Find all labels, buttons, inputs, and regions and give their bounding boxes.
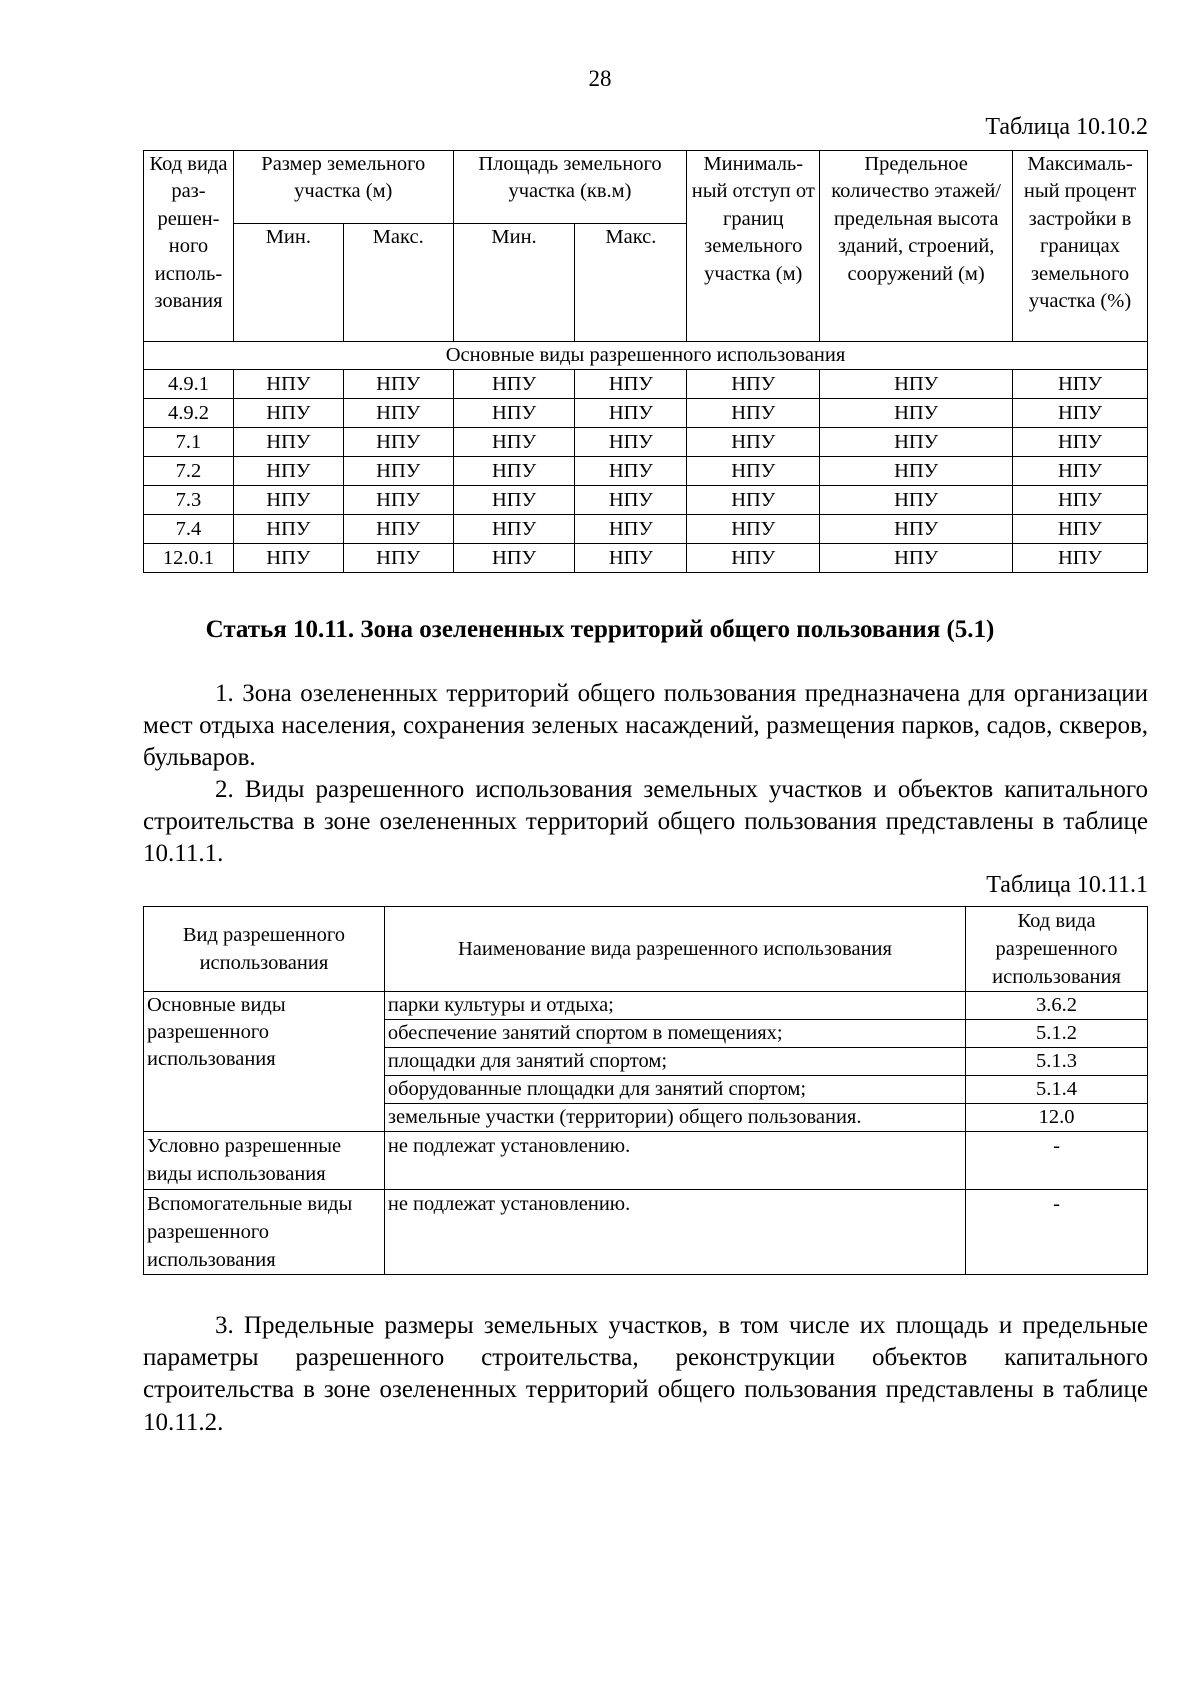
row-value: НПУ [575,486,687,515]
header-code: Код вида разрешенного использования [966,907,1148,992]
row-value: НПУ [453,457,575,486]
row-value: НПУ [233,428,343,457]
use-name: земельные участки (территории) общего пользования. [384,1104,965,1132]
article-title: Статья 10.11. Зона озелененных территорий общего пользования (5.1) [205,616,995,643]
row-value: НПУ [233,486,343,515]
header-floors: Предельное количество этажей/ предельная высота зданий, строений, сооружений (м) [820,151,1013,342]
paragraph-1: 1. Зона озелененных территорий общего пользования предназначена для организации мест отдыха населения, сохранения зеленых насаждений, размещения парков, садов, скверов, бульваров. [143,680,1148,772]
header-kind: Вид разрешенного использования [144,907,385,992]
row-value: НПУ [1013,457,1148,486]
header-size-max: Макс. [343,224,453,342]
header-area-min: Мин. [453,224,575,342]
use-code: 3.6.2 [966,992,1148,1020]
table-row [144,428,1148,457]
row-value: НПУ [1013,486,1148,515]
row-value: НПУ [233,457,343,486]
row-value: НПУ [820,486,1013,515]
row-value: НПУ [575,428,687,457]
table-row [144,486,1148,515]
header-percent: Максималь- ный процент застройки в границах земельного участка (%) [1013,151,1148,342]
table-row [144,457,1148,486]
header-name: Наименование вида разрешенного использования [384,907,965,992]
row-value: НПУ [575,515,687,544]
row-value: НПУ [343,544,453,573]
row-value: НПУ [687,486,820,515]
main-uses-label: Основные виды разрешенного использования [144,992,385,1132]
use-name: оборудованные площадки для занятий спортом; [384,1076,965,1104]
row-value: НПУ [575,399,687,428]
table-row [144,515,1148,544]
row-value: НПУ [233,544,343,573]
row-value: НПУ [687,370,820,399]
row-value: НПУ [343,428,453,457]
row-code: 4.9.2 [144,399,234,428]
row-value: НПУ [687,428,820,457]
row-value: НПУ [820,515,1013,544]
row-value: НПУ [453,399,575,428]
conditional-uses-name: не подлежат установлению. [384,1132,965,1190]
row-value: НПУ [820,457,1013,486]
use-code: 5.1.3 [966,1048,1148,1076]
row-value: НПУ [820,399,1013,428]
row-code: 7.2 [144,457,234,486]
row-value: НПУ [1013,515,1148,544]
row-code: 7.4 [144,515,234,544]
row-value: НПУ [820,544,1013,573]
row-value: НПУ [1013,399,1148,428]
row-value: НПУ [343,457,453,486]
row-value: НПУ [453,515,575,544]
header-size-min: Мин. [233,224,343,342]
table-caption: Таблица 10.10.2 [985,114,1148,140]
use-code: 5.1.4 [966,1076,1148,1104]
row-value: НПУ [575,457,687,486]
row-value: НПУ [687,399,820,428]
row-value: НПУ [453,544,575,573]
use-name: площадки для занятий спортом; [384,1048,965,1076]
header-offset: Минималь- ный отступ от границ земельного участка (м) [687,151,820,342]
row-value: НПУ [687,457,820,486]
row-code: 7.3 [144,486,234,515]
row-value: НПУ [820,370,1013,399]
header-area-max: Макс. [575,224,687,342]
row-value: НПУ [1013,428,1148,457]
row-value: НПУ [687,515,820,544]
row-value: НПУ [687,544,820,573]
page-number: 28 [588,66,612,91]
row-value: НПУ [453,428,575,457]
row-value: НПУ [453,486,575,515]
auxiliary-uses-code: - [966,1190,1148,1275]
table-row [144,399,1148,428]
paragraph-2: 2. Виды разрешенного использования земельных участков и объектов капитального строительства в зоне озелененных территорий общего пользования представлены в таблице 10.11.1. [143,776,1148,868]
row-value: НПУ [820,428,1013,457]
table-row [144,370,1148,399]
row-value: НПУ [343,515,453,544]
row-code: 7.1 [144,428,234,457]
row-value: НПУ [343,370,453,399]
conditional-uses-label: Условно разрешенные виды использования [144,1132,385,1190]
header-code: Код вида раз- решен- ного исполь- зования [144,151,234,342]
table-caption: Таблица 10.11.1 [986,872,1148,898]
auxiliary-uses-name: не подлежат установлению. [384,1190,965,1275]
row-value: НПУ [1013,370,1148,399]
header-size: Размер земельного участка (м) [233,151,453,224]
row-value: НПУ [453,370,575,399]
header-area: Площадь земельного участка (кв.м) [453,151,687,224]
row-value: НПУ [343,399,453,428]
land-parameters-table [143,150,1148,573]
use-name: обеспечение занятий спортом в помещениях; [384,1020,965,1048]
row-code: 12.0.1 [144,544,234,573]
auxiliary-uses-label: Вспомогательные виды разрешенного использования [144,1190,385,1275]
row-value: НПУ [575,544,687,573]
row-value: НПУ [233,399,343,428]
row-value: НПУ [233,515,343,544]
row-value: НПУ [1013,544,1148,573]
table-row [144,544,1148,573]
group-label: Основные виды разрешенного использования [144,342,1148,370]
row-value: НПУ [575,370,687,399]
conditional-uses-code: - [966,1132,1148,1190]
row-value: НПУ [233,370,343,399]
use-code: 5.1.2 [966,1020,1148,1048]
row-code: 4.9.1 [144,370,234,399]
permitted-use-table [143,906,1148,1275]
use-code: 12.0 [966,1104,1148,1132]
paragraph-3: 3. Предельные размеры земельных участков, в том числе их площадь и предельные параметры разрешенного строительства, реконструкции объектов капитального строительства в зоне озелененных территорий общего пользования представлены в таблице 10.11.2. [143,1312,1148,1436]
row-value: НПУ [343,486,453,515]
use-name: парки культуры и отдыха; [384,992,965,1020]
